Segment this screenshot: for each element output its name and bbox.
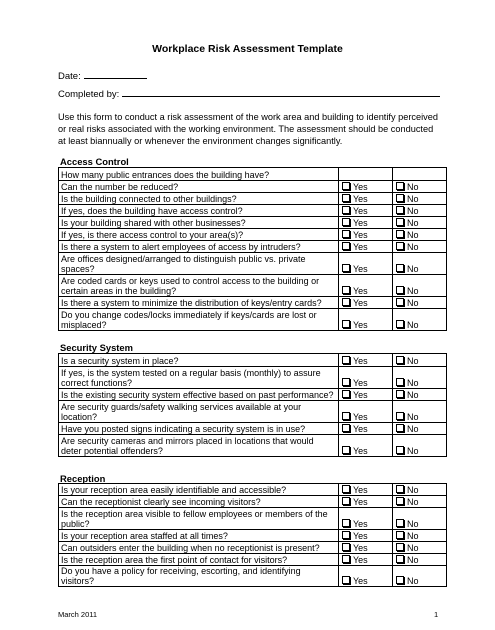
no-option[interactable]: No xyxy=(393,401,447,423)
yes-option[interactable]: Yes xyxy=(339,542,393,554)
empty-cell xyxy=(339,168,393,181)
yes-option[interactable]: Yes xyxy=(339,389,393,401)
checkbox-icon[interactable] xyxy=(342,182,350,190)
yes-option[interactable]: Yes xyxy=(339,309,393,331)
table-row xyxy=(59,253,447,275)
footer-page-number: 1 xyxy=(434,610,439,619)
completed-by-field xyxy=(58,88,440,100)
question-cell: Is there a system to minimize the distribution of keys/entry cards? xyxy=(59,297,339,309)
question-cell: Is there a system to alert employees of access by intruders? xyxy=(59,241,339,253)
table-row xyxy=(59,566,447,587)
checkbox-icon[interactable] xyxy=(396,286,404,294)
checkbox-icon[interactable] xyxy=(396,230,404,238)
checkbox-icon[interactable] xyxy=(396,519,404,527)
checkbox-icon[interactable] xyxy=(342,286,350,294)
checkbox-icon[interactable] xyxy=(342,485,350,493)
checkbox-icon[interactable] xyxy=(396,412,404,420)
checkbox-icon[interactable] xyxy=(342,497,350,505)
checkbox-icon[interactable] xyxy=(396,356,404,364)
checkbox-icon[interactable] xyxy=(342,519,350,527)
checkbox-icon[interactable] xyxy=(342,378,350,386)
section-heading-reception: Reception xyxy=(60,473,106,484)
no-option[interactable]: No xyxy=(393,354,447,367)
no-option[interactable]: No xyxy=(393,253,447,275)
question-cell: Can the receptionist clearly see incoming visitors? xyxy=(59,496,339,508)
yes-option[interactable]: Yes xyxy=(339,530,393,542)
no-option[interactable]: No xyxy=(393,423,447,435)
checkbox-icon[interactable] xyxy=(342,264,350,272)
table-row xyxy=(59,193,447,205)
question-cell: Can outsiders enter the building when no receptionist is present? xyxy=(59,542,339,554)
yes-option[interactable]: Yes xyxy=(339,554,393,566)
checkbox-icon[interactable] xyxy=(342,446,350,454)
question-cell: Is your building shared with other businesses? xyxy=(59,217,339,229)
table-row xyxy=(59,542,447,554)
completed-by-input-line[interactable] xyxy=(122,88,440,97)
question-cell: Is the reception area the first point of contact for visitors? xyxy=(59,554,339,566)
no-option[interactable]: No xyxy=(393,496,447,508)
checkbox-icon[interactable] xyxy=(396,576,404,584)
no-option[interactable]: No xyxy=(393,205,447,217)
checkbox-icon[interactable] xyxy=(396,390,404,398)
no-option[interactable]: No xyxy=(393,566,447,587)
table-row xyxy=(59,508,447,530)
question-cell: If yes, is there access control to your area(s)? xyxy=(59,229,339,241)
yes-option[interactable]: Yes xyxy=(339,367,393,389)
question-cell: Have you posted signs indicating a security system is in use? xyxy=(59,423,339,435)
table-row xyxy=(59,367,447,389)
checkbox-icon[interactable] xyxy=(342,298,350,306)
checkbox-icon[interactable] xyxy=(342,390,350,398)
footer-date: March 2011 xyxy=(58,610,98,619)
no-option[interactable]: No xyxy=(393,367,447,389)
no-option[interactable]: No xyxy=(393,297,447,309)
question-cell: Is a security system in place? xyxy=(59,354,339,367)
no-option[interactable]: No xyxy=(393,241,447,253)
table-row xyxy=(59,435,447,457)
no-option[interactable]: No xyxy=(393,508,447,530)
yes-option[interactable]: Yes xyxy=(339,297,393,309)
no-option[interactable]: No xyxy=(393,435,447,457)
completed-by-label: Completed by: xyxy=(58,89,120,100)
section-heading-security-system: Security System xyxy=(60,342,133,353)
checkbox-icon[interactable] xyxy=(342,194,350,202)
question-cell: Do you have a policy for receiving, escorting, and identifying visitors? xyxy=(59,566,339,587)
question-cell: Can the number be reduced? xyxy=(59,181,339,193)
yes-option[interactable]: Yes xyxy=(339,275,393,297)
checkbox-icon[interactable] xyxy=(342,356,350,364)
checkbox-icon[interactable] xyxy=(396,320,404,328)
question-cell: Is the building connected to other buildings? xyxy=(59,193,339,205)
table-row xyxy=(59,217,447,229)
checkbox-icon[interactable] xyxy=(342,320,350,328)
date-label: Date: xyxy=(58,71,81,82)
no-option[interactable]: No xyxy=(393,530,447,542)
reception-table xyxy=(58,483,447,587)
question-cell: Is the reception area visible to fellow employees or members of the public? xyxy=(59,508,339,530)
table-row xyxy=(59,554,447,566)
no-option[interactable]: No xyxy=(393,309,447,331)
table-row xyxy=(59,168,447,181)
security-system-table xyxy=(58,353,447,457)
checkbox-icon[interactable] xyxy=(396,206,404,214)
yes-option[interactable]: Yes xyxy=(339,205,393,217)
no-option[interactable]: No xyxy=(393,275,447,297)
checkbox-icon[interactable] xyxy=(342,543,350,551)
checkbox-icon[interactable] xyxy=(396,264,404,272)
yes-option[interactable]: Yes xyxy=(339,423,393,435)
checkbox-icon[interactable] xyxy=(396,218,404,226)
question-cell: Is your reception area staffed at all times? xyxy=(59,530,339,542)
table-row xyxy=(59,241,447,253)
page-title: Workplace Risk Assessment Template xyxy=(152,43,343,55)
yes-option[interactable]: Yes xyxy=(339,253,393,275)
table-row xyxy=(59,484,447,496)
checkbox-icon[interactable] xyxy=(342,555,350,563)
yes-option[interactable]: Yes xyxy=(339,435,393,457)
checkbox-icon[interactable] xyxy=(342,206,350,214)
no-option[interactable]: No xyxy=(393,542,447,554)
checkbox-icon[interactable] xyxy=(396,485,404,493)
date-input-line[interactable] xyxy=(84,70,147,79)
question-cell: Is your reception area easily identifiable and accessible? xyxy=(59,484,339,496)
yes-option[interactable]: Yes xyxy=(339,566,393,587)
checkbox-icon[interactable] xyxy=(396,298,404,306)
yes-option[interactable]: Yes xyxy=(339,484,393,496)
yes-option[interactable]: Yes xyxy=(339,217,393,229)
checkbox-icon[interactable] xyxy=(396,378,404,386)
checkbox-icon[interactable] xyxy=(396,531,404,539)
no-option[interactable]: No xyxy=(393,554,447,566)
table-row xyxy=(59,354,447,367)
table-row xyxy=(59,297,447,309)
yes-option[interactable]: Yes xyxy=(339,241,393,253)
intro-paragraph: Use this form to conduct a risk assessment of the work area and building to identify perceived or real risks associated with the working environment. The assessment should be conducted at least biannually or whenever the environment changes significantly. xyxy=(58,112,438,146)
yes-option[interactable]: Yes xyxy=(339,401,393,423)
question-cell: Are coded cards or keys used to control access to the building or certain areas in the building? xyxy=(59,275,339,297)
question-cell: How many public entrances does the building have? xyxy=(59,168,339,181)
checkbox-icon[interactable] xyxy=(396,194,404,202)
no-option[interactable]: No xyxy=(393,193,447,205)
checkbox-icon[interactable] xyxy=(396,543,404,551)
checkbox-icon[interactable] xyxy=(396,182,404,190)
date-field xyxy=(58,70,147,82)
no-option[interactable]: No xyxy=(393,389,447,401)
question-cell: Are security cameras and mirrors placed in locations that would deter potential offenders? xyxy=(59,435,339,457)
table-row xyxy=(59,389,447,401)
yes-option[interactable]: Yes xyxy=(339,508,393,530)
checkbox-icon[interactable] xyxy=(342,242,350,250)
checkbox-icon[interactable] xyxy=(396,424,404,432)
yes-option[interactable]: Yes xyxy=(339,229,393,241)
table-row xyxy=(59,496,447,508)
table-row xyxy=(59,229,447,241)
section-heading-access-control: Access Control xyxy=(60,156,129,167)
checkbox-icon[interactable] xyxy=(342,531,350,539)
checkbox-icon[interactable] xyxy=(342,218,350,226)
checkbox-icon[interactable] xyxy=(396,555,404,563)
checkbox-icon[interactable] xyxy=(342,576,350,584)
checkbox-icon[interactable] xyxy=(396,497,404,505)
checkbox-icon[interactable] xyxy=(396,446,404,454)
question-cell: If yes, is the system tested on a regular basis (monthly) to assure correct functions? xyxy=(59,367,339,389)
checkbox-icon[interactable] xyxy=(396,242,404,250)
table-row xyxy=(59,275,447,297)
table-row xyxy=(59,423,447,435)
yes-option[interactable]: Yes xyxy=(339,181,393,193)
table-row xyxy=(59,181,447,193)
yes-option[interactable]: Yes xyxy=(339,496,393,508)
table-row xyxy=(59,530,447,542)
table-row xyxy=(59,309,447,331)
question-cell: Do you change codes/locks immediately if keys/cards are lost or misplaced? xyxy=(59,309,339,331)
access-control-table xyxy=(58,167,447,331)
checkbox-icon[interactable] xyxy=(342,230,350,238)
no-option[interactable]: No xyxy=(393,484,447,496)
no-option[interactable]: No xyxy=(393,229,447,241)
question-cell: Are offices designed/arranged to distinguish public vs. private spaces? xyxy=(59,253,339,275)
checkbox-icon[interactable] xyxy=(342,412,350,420)
no-option[interactable]: No xyxy=(393,217,447,229)
checkbox-icon[interactable] xyxy=(342,424,350,432)
question-cell: Are security guards/safety walking services available at your location? xyxy=(59,401,339,423)
question-cell: If yes, does the building have access control? xyxy=(59,205,339,217)
table-row xyxy=(59,205,447,217)
table-row xyxy=(59,401,447,423)
yes-option[interactable]: Yes xyxy=(339,193,393,205)
empty-cell xyxy=(393,168,447,181)
question-cell: Is the existing security system effective based on past performance? xyxy=(59,389,339,401)
yes-option[interactable]: Yes xyxy=(339,354,393,367)
no-option[interactable]: No xyxy=(393,181,447,193)
